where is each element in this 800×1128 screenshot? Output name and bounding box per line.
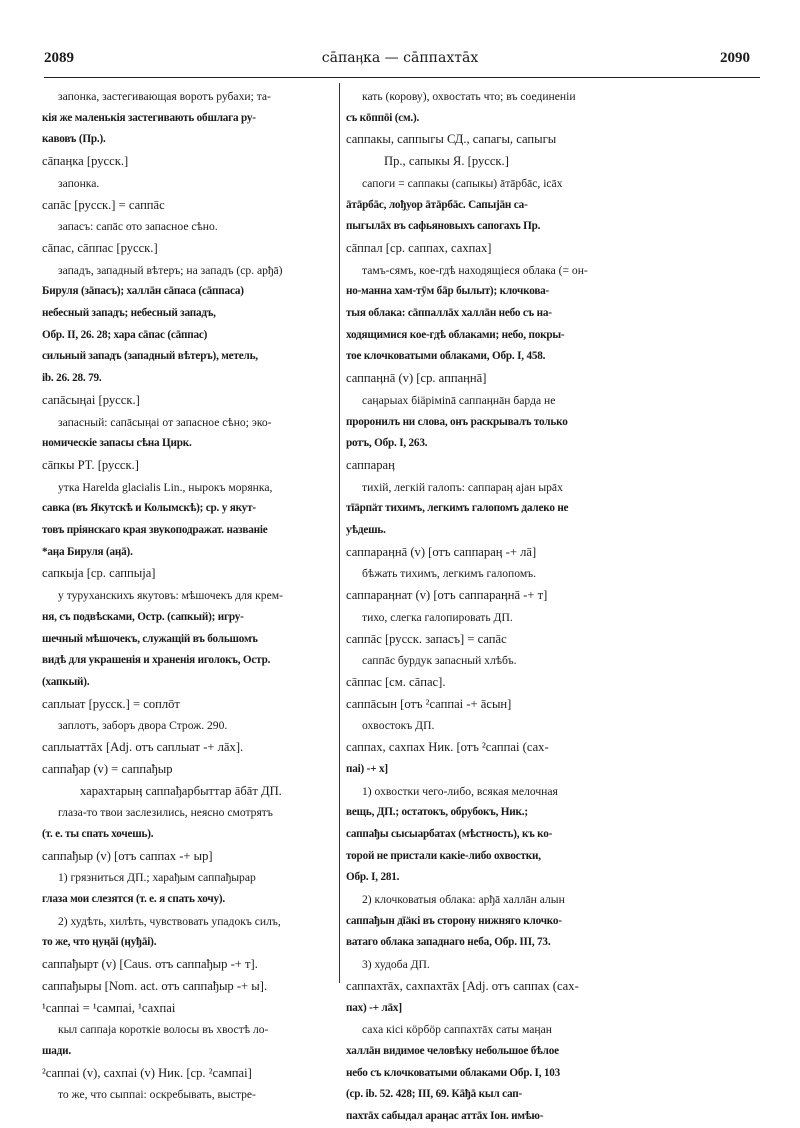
entry-text-line: небо съ клочковатыми облаками Обр. I, 103 bbox=[346, 1066, 561, 1079]
entry-headword-line: саппакы, саппыгы СД., сапагы, сапыгы bbox=[346, 132, 557, 147]
entry-text-line: *аӊа Бируля (аӊā). bbox=[42, 545, 133, 558]
entry-text-line: небесный западъ; небесный западъ, bbox=[42, 307, 216, 320]
header-rule bbox=[44, 77, 760, 78]
entry-text-line: сильный западъ (западный вѣтеръ), метель, bbox=[42, 350, 258, 363]
entry-text-line: кавовъ (Пр.). bbox=[42, 133, 106, 146]
entry-text-line: видѣ для украшенія и храненія иголокъ, Остр. bbox=[42, 654, 271, 667]
entry-text-line: пахтāх сабыдал араӊас аттāх Іон. имѣю- bbox=[346, 1110, 544, 1123]
entry-text-line: саӊарыах біäріміnā саппаӊнāн барда не bbox=[362, 393, 556, 407]
entry-text-line: пах) -+ лāх] bbox=[346, 1001, 402, 1014]
entry-text-line: Пр., сапыкы Я. [русск.] bbox=[384, 154, 509, 169]
entry-text-line: ходящимися кое-гдѣ облаками; небо, покры- bbox=[346, 328, 565, 341]
entry-headword-line: сāпаӊка [русск.] bbox=[42, 154, 129, 169]
entry-text-line: 2) клочковатыя облака: арђā халлāн алын bbox=[362, 893, 565, 907]
entry-headword-line: сапāс [русск.] = саппāс bbox=[42, 197, 165, 212]
entry-text-line: товъ прiянскаго края звукоподражат. названіе bbox=[42, 524, 268, 537]
entry-text-line: тамъ-сямъ, кое-гдѣ находящіеся облака (= он- bbox=[362, 263, 588, 277]
entry-headword-line: ¹саппаі = ¹сампаі, ¹сахпаі bbox=[42, 1000, 176, 1015]
entry-text-line: 3) худоба ДП. bbox=[362, 958, 430, 972]
entry-headword-line: саплыаттāх [Adj. отъ саплыат -+ лāх]. bbox=[42, 740, 244, 755]
entry-headword-line: саппараӊнā (v) [отъ саппараӊ -+ лā] bbox=[346, 544, 537, 559]
entry-text-line: пыгылāх въ сафьяновыхъ сапогахъ Пр. bbox=[346, 220, 541, 233]
entry-text-line: шечный мѣшочекъ, служащій въ большомъ bbox=[42, 632, 258, 645]
entry-text-line: западъ, западный вѣтеръ; на западъ (ср. арђā) bbox=[58, 263, 283, 277]
left-column bbox=[42, 86, 334, 1106]
entry-text-line: паі) -+ х] bbox=[346, 762, 388, 775]
entry-text-line: торой не пристали какіе-либо охвостки, bbox=[346, 849, 541, 862]
entry-text-line: то же, что ӊуңāі (ӊуђāі). bbox=[42, 936, 157, 949]
entry-headword-line: саппађыры [Nom. act. отъ саппађыр -+ ы]. bbox=[42, 978, 268, 993]
entry-text-line: 1) охвостки чего-либо, всякая мелочная bbox=[362, 784, 558, 798]
entry-text-line: (т. е. ты спать хочешь). bbox=[42, 827, 154, 840]
entry-text-line: кыл саппаја короткіе волосы въ хвостѣ ло- bbox=[58, 1023, 269, 1037]
entry-headword-line: саппах, сахпах Ник. [отъ ²саппаі (сах- bbox=[346, 740, 549, 755]
entry-text-line: запонка. bbox=[58, 176, 100, 190]
entry-text-line: Обр. I, 281. bbox=[346, 871, 400, 884]
entry-text-line: халлāн видимое человѣку небольшое бѣлое bbox=[346, 1044, 559, 1057]
entry-text-line: саппађын дīäкі въ сторону нижняго клочко- bbox=[346, 914, 562, 927]
right-column bbox=[346, 86, 638, 1128]
entry-text-line: тое клочковатыми облаками, Обр. I, 458. bbox=[346, 350, 546, 363]
entry-text-line: саппāс бурдук запасный хлѣбъ. bbox=[362, 654, 517, 668]
entry-text-line: но-манна хам-тӯм бāр былыт); клочкова- bbox=[346, 285, 550, 298]
entry-text-line: съ кōппōі (см.). bbox=[346, 111, 420, 124]
entry-text-line: ня, съ подвѣсками, Остр. (сапкый); игру- bbox=[42, 610, 244, 623]
entry-headword-line: саппаӊнā (v) [ср. аппаӊнā] bbox=[346, 371, 487, 386]
entry-text-line: кія же маленькія застегивають обшлага ру- bbox=[42, 111, 256, 124]
entry-text-line: (хапкый). bbox=[42, 675, 90, 688]
entry-text-line: āтāрбāс, лођуор āтāрбāс. Сапыјāн са- bbox=[346, 198, 528, 211]
entry-text-line: (ср. ib. 52. 428; III, 69. Кāђā кыл сап- bbox=[346, 1088, 523, 1101]
entry-text-line: тихій, легкій галопъ: саппараӊ аjан ырāх bbox=[362, 480, 563, 494]
entry-text-line: запасный: сапāсыңаі от запасное сѣно; эко- bbox=[58, 415, 272, 429]
entry-headword-line: саппāсын [отъ ²саппаі -+ āсын] bbox=[346, 696, 512, 711]
entry-text-line: глаза-то твои заслезились, неясно смотрятъ bbox=[58, 806, 273, 820]
entry-headword-line: саппађар (v) = саппађыр bbox=[42, 761, 173, 776]
entry-text-line: тыя облака: сāппаллāх халлāн небо съ на- bbox=[346, 307, 552, 320]
entry-text-line: сапоги = саппакы (сапыкы) āтāрбāс, iсāх bbox=[362, 176, 563, 190]
entry-headword-line: сапāсыңаі [русск.] bbox=[42, 392, 140, 407]
entry-headword-line: сапкыја [ср. саппыја] bbox=[42, 566, 156, 581]
entry-headword-line: саппāс [русск. запасъ] = сапāс bbox=[346, 631, 507, 646]
entry-text-line: проронилъ ни слова, онъ раскрывалъ только bbox=[346, 415, 568, 428]
running-head: сāпаӊка — сāппахтāх bbox=[321, 50, 479, 66]
entry-text-line: у туруханскихъ якутовъ: мѣшочекъ для крем- bbox=[58, 589, 283, 603]
entry-text-line: запасъ: сапāс ото запасное сѣно. bbox=[58, 220, 218, 234]
entry-headword-line: сāпас, сāппас [русск.] bbox=[42, 240, 158, 255]
entry-headword-line: сāппал [ср. саппах, сахпах] bbox=[346, 240, 492, 255]
entry-headword-line: саппађыр (v) [отъ саппах -+ ыр] bbox=[42, 848, 213, 863]
entry-text-line: савка (въ Якутскѣ и Колымскѣ); ср. у якут- bbox=[42, 502, 256, 515]
entry-headword-line: саппараӊ bbox=[346, 457, 395, 472]
column-divider bbox=[339, 83, 340, 983]
entry-text-line: харахтарыӊ саппађарбыттар āбāт ДП. bbox=[80, 783, 282, 798]
entry-headword-line: саплыат [русск.] = соплōт bbox=[42, 696, 180, 711]
entry-headword-line: сāпкы PT. [русск.] bbox=[42, 457, 139, 472]
entry-text-line: вещь, ДП.; остатокъ, обрубокъ, Ник.; bbox=[346, 806, 528, 819]
entry-text-line: заплотъ, заборъ двора Строж. 290. bbox=[58, 719, 228, 733]
entry-text-line: бѣжать тихимъ, легкимъ галопомъ. bbox=[362, 567, 537, 581]
entry-text-line: шади. bbox=[42, 1044, 71, 1057]
entry-text-line: 2) худѣть, хилѣть, чувствовать упадокъ силъ, bbox=[58, 914, 281, 928]
entry-text-line: тīäрпäт тихимъ, легкимъ галопомъ далеко не bbox=[346, 502, 569, 515]
page-number-left: 2089 bbox=[44, 50, 74, 66]
entry-headword-line: сāппас [см. сāпас]. bbox=[346, 674, 446, 689]
entry-headword-line: саппараӊнат (v) [отъ саппараӊнā -+ т] bbox=[346, 588, 548, 603]
entry-text-line: глаза мои слезятся (т. е. я спать хочу). bbox=[42, 893, 225, 906]
entry-text-line: Бируля (зāпасъ); халлāн сāпаса (сāппаса) bbox=[42, 285, 244, 298]
entry-text-line: уѣдешь. bbox=[346, 524, 386, 537]
entry-text-line: ротъ, Обр. I, 263. bbox=[346, 437, 428, 450]
entry-headword-line: саппађырт (v) [Caus. отъ саппађыр -+ т]. bbox=[42, 957, 258, 972]
entry-text-line: тихо, слегка галопировать ДП. bbox=[362, 610, 513, 624]
entry-headword-line: саппахтāх, сахпахтāх [Adj. отъ саппах (сах- bbox=[346, 978, 579, 993]
entry-text-line: 1) грязниться ДП.; харађым саппађырар bbox=[58, 871, 256, 885]
entry-text-line: то же, что сыппаі: оскребывать, выстре- bbox=[58, 1088, 256, 1102]
entry-text-line: запонка, застегивающая воротъ рубахи; та- bbox=[58, 90, 271, 103]
entry-text-line: кать (корову), охвостать что; въ соединеніи bbox=[362, 90, 576, 103]
entry-text-line: саха кісі кӧрбӧр саппахтāх саты маӊан bbox=[362, 1023, 552, 1037]
entry-text-line: номическіе запасы сѣна Цирк. bbox=[42, 437, 192, 450]
entry-text-line: ватаго облака западнаго неба, Обр. III, 73. bbox=[346, 936, 551, 949]
entry-headword-line: ²саппаі (v), сахпаі (v) Ник. [ср. ²сампаі] bbox=[42, 1065, 252, 1080]
entry-text-line: охвостокъ ДП. bbox=[362, 719, 435, 733]
page-number-right: 2090 bbox=[720, 50, 750, 66]
entry-text-line: утка Harelda glacialis Lin., нырокъ морянка, bbox=[58, 480, 273, 494]
entry-text-line: ib. 26. 28. 79. bbox=[42, 372, 102, 385]
entry-text-line: саппађы сысыарбатах (мѣстность), къ ко- bbox=[346, 827, 553, 840]
entry-text-line: Обр. II, 26. 28; хара сāпас (сāппас) bbox=[42, 328, 208, 341]
